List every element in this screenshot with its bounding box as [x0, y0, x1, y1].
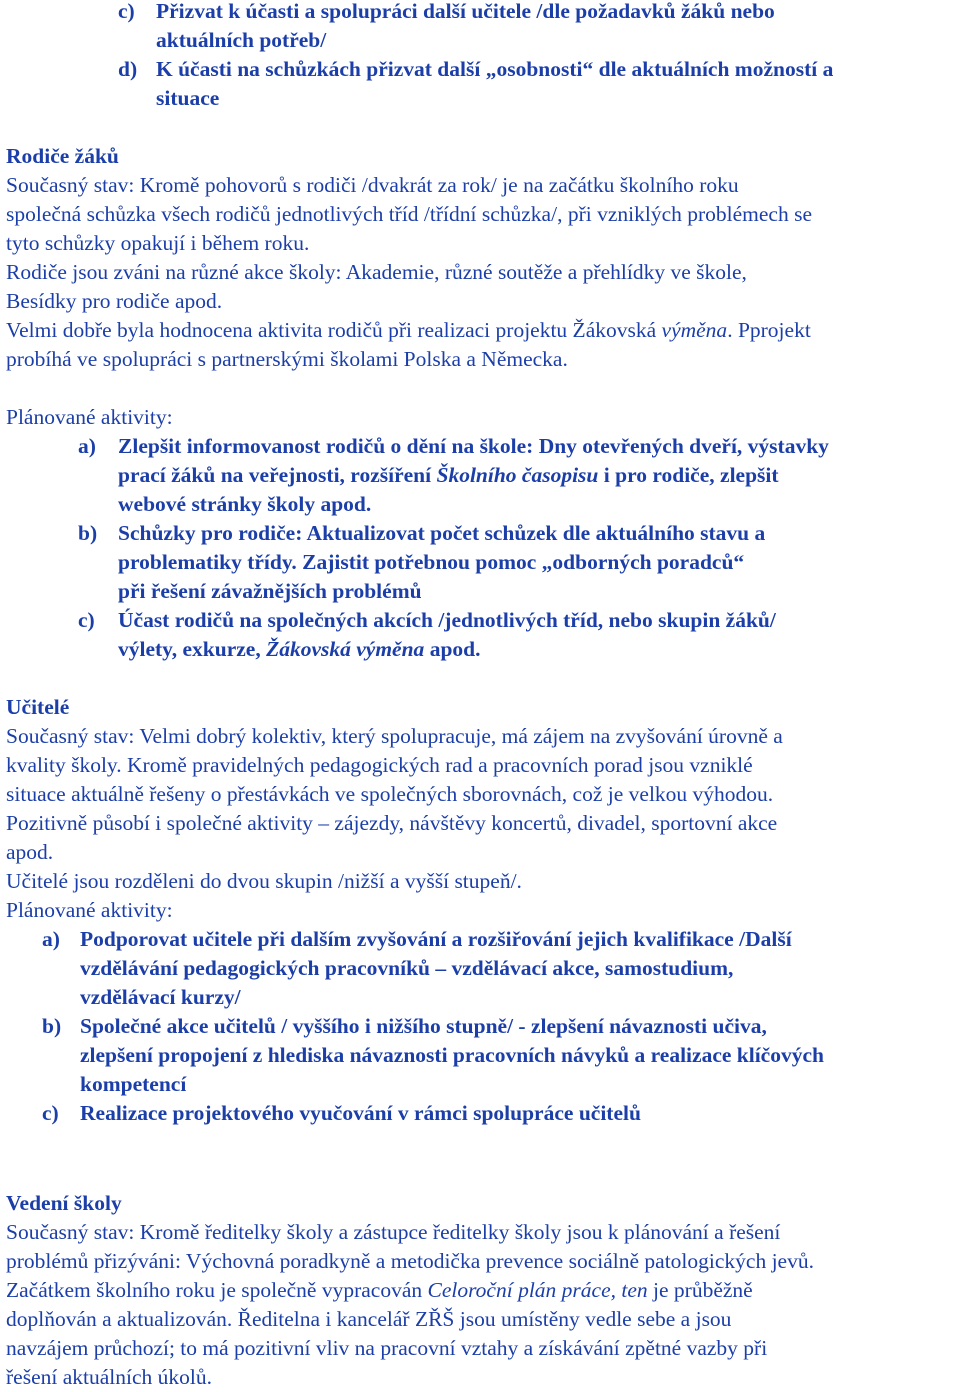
- italic-text: výměna: [661, 318, 728, 342]
- list-marker: b): [42, 1014, 62, 1038]
- list-marker: b): [78, 521, 98, 545]
- list-item-text: při řešení závažnějších problémů: [118, 579, 422, 603]
- paragraph-line: [6, 316, 811, 345]
- list-item-text: [118, 548, 744, 577]
- list-item-text: vzdělávací kurzy/: [80, 985, 241, 1009]
- list-item-text: Společné akce učitelů / vyššího i nižšího stupně/ - zlepšení návaznosti učiva,: [80, 1014, 767, 1038]
- paragraph-line: Současný stav: Velmi dobrý kolektiv, který spolupracuje, má zájem na zvyšování úrovně a: [6, 724, 783, 748]
- list-item-text: kompetencí: [80, 1072, 187, 1096]
- paragraph-line: kvality školy. Kromě pravidelných pedagogických rad a pracovních porad jsou vzniklé: [6, 753, 753, 777]
- list-marker: a): [42, 927, 60, 951]
- italic-text: Celoroční plán práce, ten: [427, 1278, 648, 1302]
- text-run: apod.: [424, 637, 481, 661]
- text-run: Velmi dobře byla hodnocena aktivita rodičů při realizaci projektu Žákovská: [6, 318, 662, 342]
- paragraph-line: Rodiče jsou zváni na různé akce školy: Akademie, různé soutěže a přehlídky ve škole,: [6, 260, 747, 284]
- list-marker: c): [78, 608, 95, 632]
- section-heading: Rodiče žáků: [6, 144, 119, 168]
- text-run: výlety, exkurze,: [118, 637, 267, 661]
- paragraph-line: [6, 1276, 753, 1305]
- list-marker: c): [118, 0, 135, 23]
- text-run: je průběžně: [647, 1278, 753, 1302]
- paragraph-line: apod.: [6, 840, 54, 864]
- paragraph-line: tyto schůzky opakují i během roku.: [6, 231, 310, 255]
- text-run: i pro rodiče, zlepšit: [598, 463, 779, 487]
- list-marker: a): [78, 434, 96, 458]
- text-run: prací žáků na veřejnosti, rozšíření: [118, 463, 437, 487]
- paragraph-line: navzájem průchozí; to má pozitivní vliv na pracovní vztahy a získávání zpětné vazby při: [6, 1336, 768, 1360]
- list-item-text: Podporovat učitele při dalším zvyšování a rozšiřování jejich kvalifikace /Další: [80, 927, 792, 951]
- paragraph-line: Současný stav: Kromě pohovorů s rodiči /dvakrát za rok/ je na začátku školního roku: [6, 173, 739, 197]
- list-item-text: [118, 461, 779, 490]
- text-run: Začátkem školního roku je společně vypracován: [6, 1278, 428, 1302]
- paragraph-line: Pozitivně působí i společné aktivity – zájezdy, návštěvy koncertů, divadel, sportovní akce: [6, 811, 778, 835]
- planned-activities-label: Plánované aktivity:: [6, 898, 173, 922]
- list-item-text: Účast rodičů na společných akcích /jednotlivých tříd, nebo skupin žáků/: [118, 608, 776, 632]
- paragraph-line: doplňován a aktualizován. Ředitelna i kancelář ZŘŠ jsou umístěny vedle sebe a jsou: [6, 1307, 732, 1331]
- list-item-text: [118, 635, 480, 664]
- list-item-text: webové stránky školy apod.: [118, 492, 372, 516]
- paragraph-line: Besídky pro rodiče apod.: [6, 289, 223, 313]
- planned-activities-label: Plánované aktivity:: [6, 405, 173, 429]
- italic-text: Školního časopisu: [436, 463, 599, 487]
- paragraph-line: Současný stav: Kromě ředitelky školy a zástupce ředitelky školy jsou k plánování a řešení: [6, 1220, 781, 1244]
- paragraph-line: probíhá ve spolupráci s partnerskými školami Polska a Německa.: [6, 347, 568, 371]
- text-run: problematiky třídy.: [118, 550, 303, 574]
- paragraph-line: problémů přizýváni: Výchovná poradkyně a metodička prevence sociálně patologických jevů.: [6, 1249, 814, 1273]
- list-item-text: Realizace projektového vyučování v rámci spolupráce učitelů: [80, 1101, 641, 1125]
- italic-text: Žákovská výměna: [266, 637, 425, 661]
- list-marker: d): [118, 57, 138, 81]
- list-item-text: zlepšení propojení z hlediska návaznosti pracovních návyků a realizace klíčových: [80, 1043, 824, 1067]
- list-marker: c): [42, 1101, 59, 1125]
- list-item-text: Přizvat k účasti a spolupráci další učitele /dle požadavků žáků nebo: [156, 0, 775, 23]
- list-item-text: Schůzky pro rodiče: Aktualizovat počet schůzek dle aktuálního stavu a: [118, 521, 766, 545]
- section-heading: Učitelé: [6, 695, 70, 719]
- paragraph-line: společná schůzka všech rodičů jednotlivých tříd /třídní schůzka/, při vzniklých problémech se: [6, 202, 813, 226]
- section-heading: Vedení školy: [6, 1191, 122, 1215]
- text-run: . Pprojekt: [727, 318, 811, 342]
- text-run: Zajistit potřebnou pomoc „odborných poradců“: [302, 550, 745, 574]
- list-item-text: aktuálních potřeb/: [156, 28, 327, 52]
- list-item-text: situace: [156, 86, 220, 110]
- list-item-text: Zlepšit informovanost rodičů o dění na škole: Dny otevřených dveří, výstavky: [118, 434, 829, 458]
- list-item-text: vzdělávání pedagogických pracovníků – vzdělávací akce, samostudium,: [80, 956, 734, 980]
- paragraph-line: situace aktuálně řešeny o přestávkách ve společných sborovnách, což je velkou výhodou.: [6, 782, 774, 806]
- paragraph-line: Učitelé jsou rozděleni do dvou skupin /nižší a vyšší stupeň/.: [6, 869, 522, 893]
- paragraph-line: řešení aktuálních úkolů.: [6, 1365, 212, 1389]
- list-item-text: K účasti na schůzkách přizvat další „osobnosti“ dle aktuálních možností a: [156, 57, 834, 81]
